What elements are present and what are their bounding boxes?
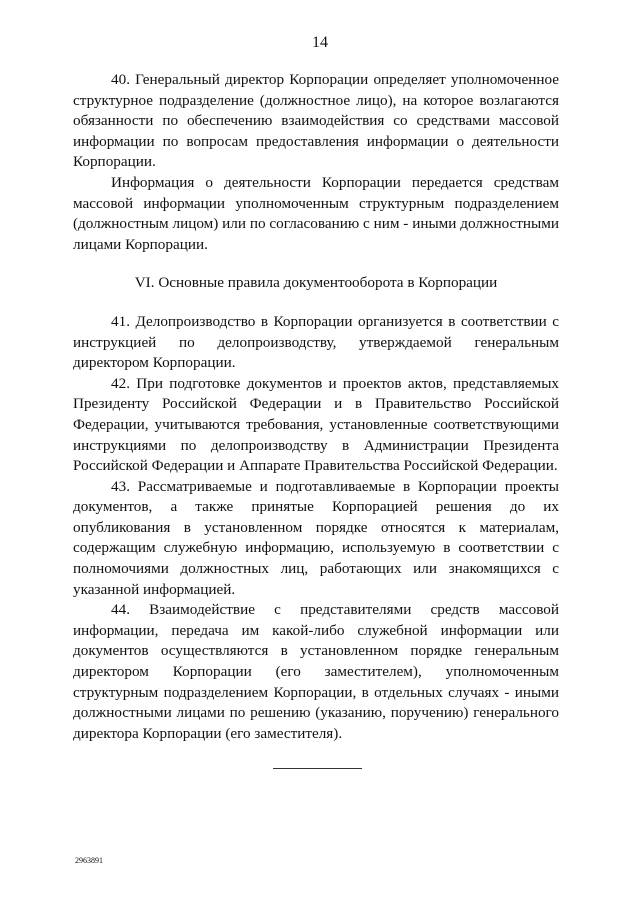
document-code: 2963891 <box>75 856 103 865</box>
paragraph-42: 42. При подготовке документов и проектов актов, представляемых Президенту Российской Федерации и в Правительство Российской Федерации, учитываются требования, установленные соответствующими инструкциями по делопроизводству в Администрации Президента Российской Федерации и Аппарате Правительства Российской Федерации. <box>73 374 559 475</box>
paragraph-40-continued: Информация о деятельности Корпорации передается средствам массовой информации уполномоченным структурным подразделением (должностным лицом) или по согласованию с ним - иными должностными лицами Корпорации. <box>73 173 559 253</box>
end-divider <box>273 768 362 769</box>
paragraph-44: 44. Взаимодействие с представителями средств массовой информации, передача им какой-либо служебной информации или документов осуществляются в установленном порядке генеральным директором Корпорации (его заместителем), уполномоченным структурным подразделением Корпорации, в отдельных случаях - иными должностными лицами по решению (указанию, поручению) генерального директора Корпорации (его заместителя). <box>73 601 559 742</box>
paragraph-41: 41. Делопроизводство в Корпорации организуется в соответствии с инструкцией по делопроизводству, утверждаемой генеральным директором Корпорации. <box>73 312 559 372</box>
page-number: 14 <box>312 34 328 51</box>
document-body <box>73 70 559 744</box>
paragraph-43: 43. Рассматриваемые и подготавливаемые в Корпорации проекты документов, а также принятые Корпорацией решения до их опубликования в установленном порядке относятся к материалам, содержащим служебную информацию, используемую в соответствии с полномочиями должностных лиц, работающих или знакомящихся с указанной информацией. <box>73 477 559 598</box>
paragraph-40: 40. Генеральный директор Корпорации определяет уполномоченное структурное подразделение (должностное лицо), на которое возлагаются обязанности по обеспечению взаимодействия со средствами массовой информации по вопросам предоставления информации о деятельности Корпорации. <box>73 71 559 171</box>
section-heading: VI. Основные правила документооборота в Корпорации <box>134 274 498 292</box>
